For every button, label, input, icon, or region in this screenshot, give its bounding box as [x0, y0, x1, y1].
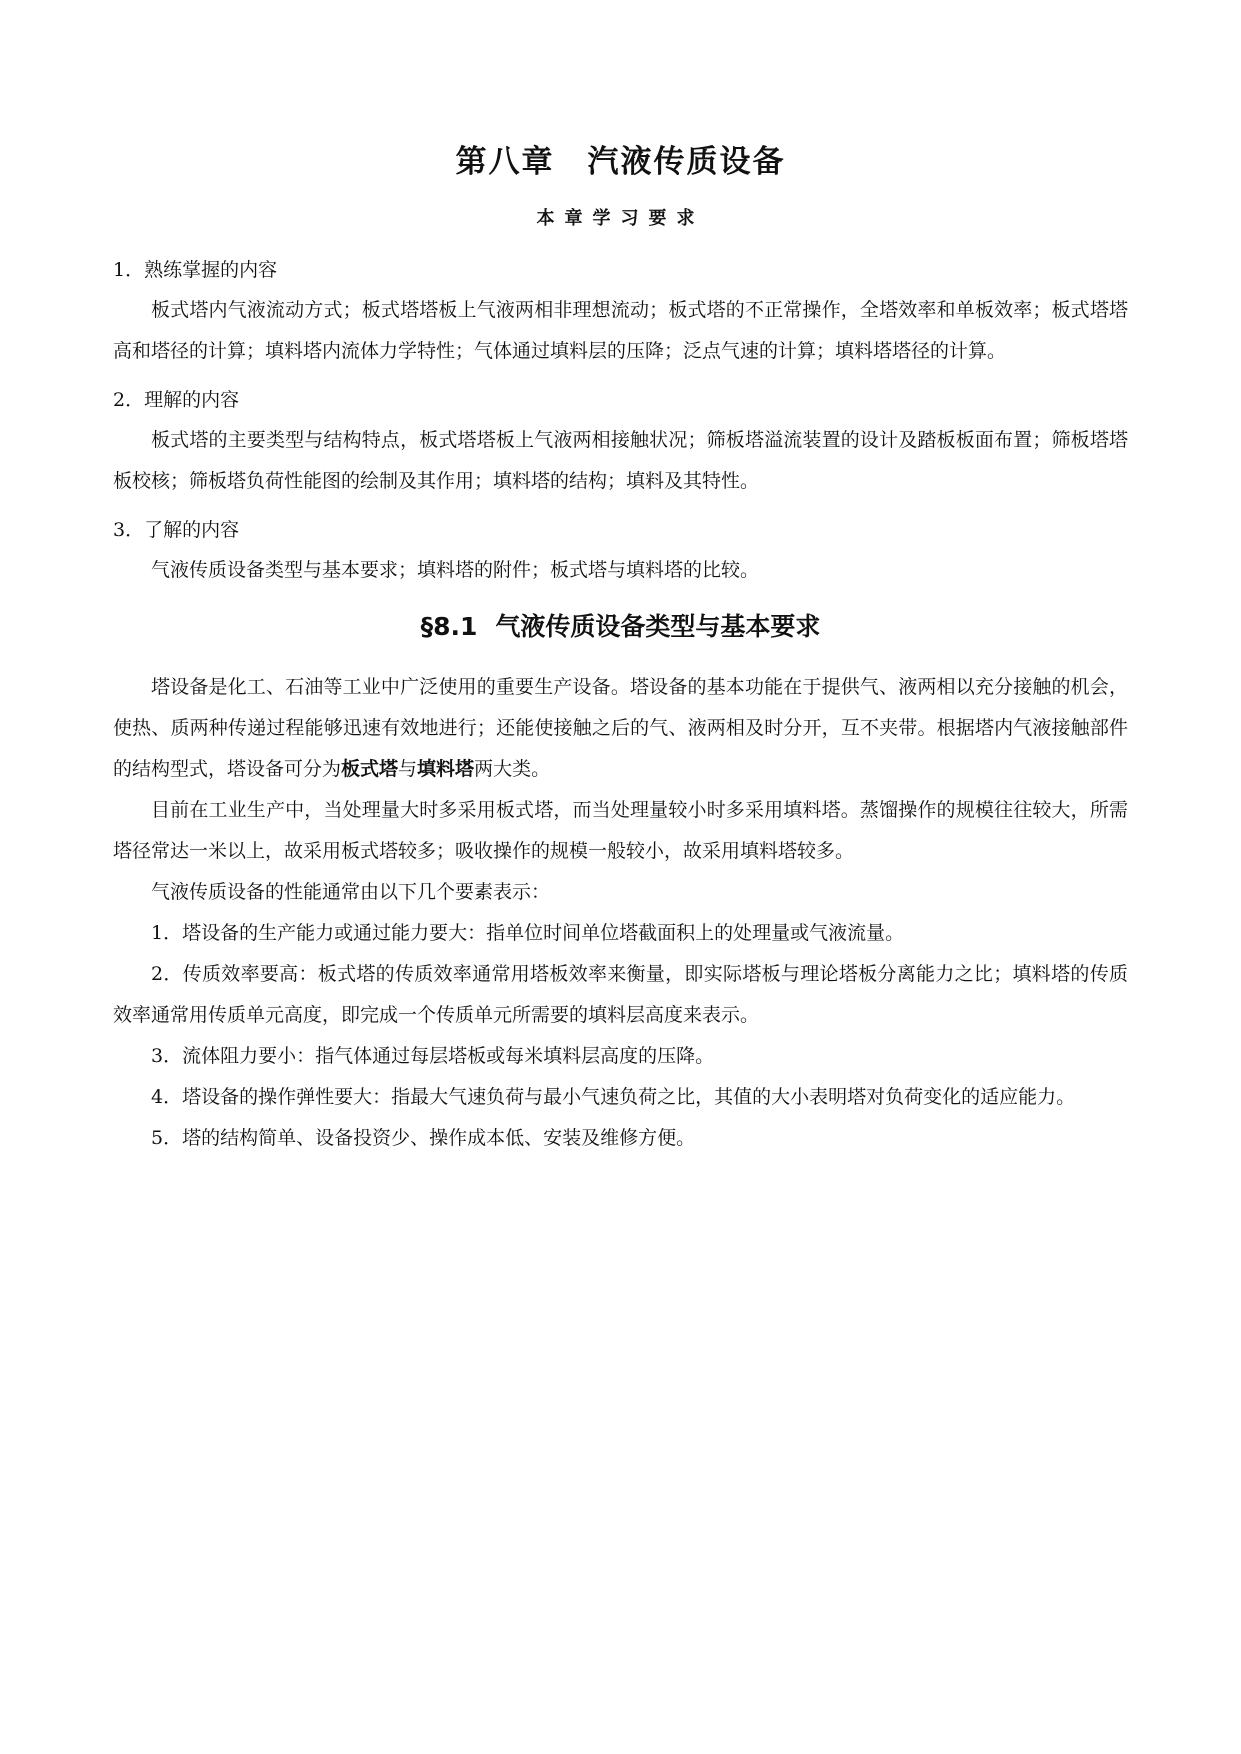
- paragraph-1-connector: 与: [398, 758, 418, 780]
- requirement-item-1-body: 板式塔内气液流动方式；板式塔塔板上气液两相非理想流动；板式塔的不正常操作，全塔效率和单板效率；板式塔塔高和塔径的计算；填料塔内流体力学特性；气体通过填料层的压降；泛点气速的计算；填料塔塔径的计算。: [113, 299, 1128, 362]
- section-paragraph-1: [113, 667, 1128, 790]
- requirement-item-3-head: 3．了解的内容: [113, 519, 240, 541]
- section-title: [113, 605, 1128, 649]
- requirement-item-3-body: 气液传质设备类型与基本要求；填料塔的附件；板式塔与填料塔的比较。: [151, 559, 760, 581]
- performance-point-5: 5．塔的结构简单、设备投资少、操作成本低、安装及维修方便。: [151, 1127, 696, 1149]
- paragraph-1-text-b: 两大类。: [474, 758, 551, 780]
- document-page: [113, 140, 1128, 1159]
- requirement-item-1-head: 1．熟练掌握的内容: [113, 259, 278, 281]
- paragraph-1-text-a: 塔设备是化工、石油等工业中广泛使用的重要生产设备。塔设备的基本功能在于提供气、液两相以充分接触的机会，使热、质两种传递过程能够迅速有效地进行；还能使接触之后的气、液两相及时分开，互不夹带。根据塔内气液接触部件的结构型式，塔设备可分为: [113, 676, 1128, 780]
- section-paragraph-2: 目前在工业生产中，当处理量大时多采用板式塔，而当处理量较小时多采用填料塔。蒸馏操作的规模往往较大，所需塔径常达一米以上，故采用板式塔较多；吸收操作的规模一般较小，故采用填料塔较多。: [113, 799, 1128, 862]
- section-paragraph-3: 气液传质设备的性能通常由以下几个要素表示：: [151, 881, 551, 903]
- section-number: §8.1: [420, 612, 478, 641]
- performance-point-2: 2．传质效率要高：板式塔的传质效率通常用塔板效率来衡量，即实际塔板与理论塔板分离能力之比；填料塔的传质效率通常用传质单元高度，即完成一个传质单元所需要的填料层高度来表示。: [113, 963, 1128, 1026]
- requirements-heading: 本章学习要求: [536, 208, 705, 229]
- term-packed-tower: 填料塔: [417, 758, 475, 780]
- chapter-title: 第八章 汽液传质设备: [455, 144, 786, 180]
- requirement-item-2-head: 2．理解的内容: [113, 389, 240, 411]
- performance-point-4: 4．塔设备的操作弹性要大：指最大气速负荷与最小气速负荷之比，其值的大小表明塔对负荷变化的适应能力。: [151, 1086, 1076, 1108]
- performance-point-1: 1．塔设备的生产能力或通过能力要大：指单位时间单位塔截面积上的处理量或气液流量。: [151, 922, 905, 944]
- section-title-text: 气液传质设备类型与基本要求: [495, 612, 821, 641]
- requirement-item-2-body: 板式塔的主要类型与结构特点，板式塔塔板上气液两相接触状况；筛板塔溢流装置的设计及踏板板面布置；筛板塔塔板校核；筛板塔负荷性能图的绘制及其作用；填料塔的结构；填料及其特性。: [113, 429, 1128, 492]
- performance-point-3: 3．流体阻力要小：指气体通过每层塔板或每米填料层高度的压降。: [151, 1045, 715, 1067]
- term-plate-tower: 板式塔: [341, 758, 399, 780]
